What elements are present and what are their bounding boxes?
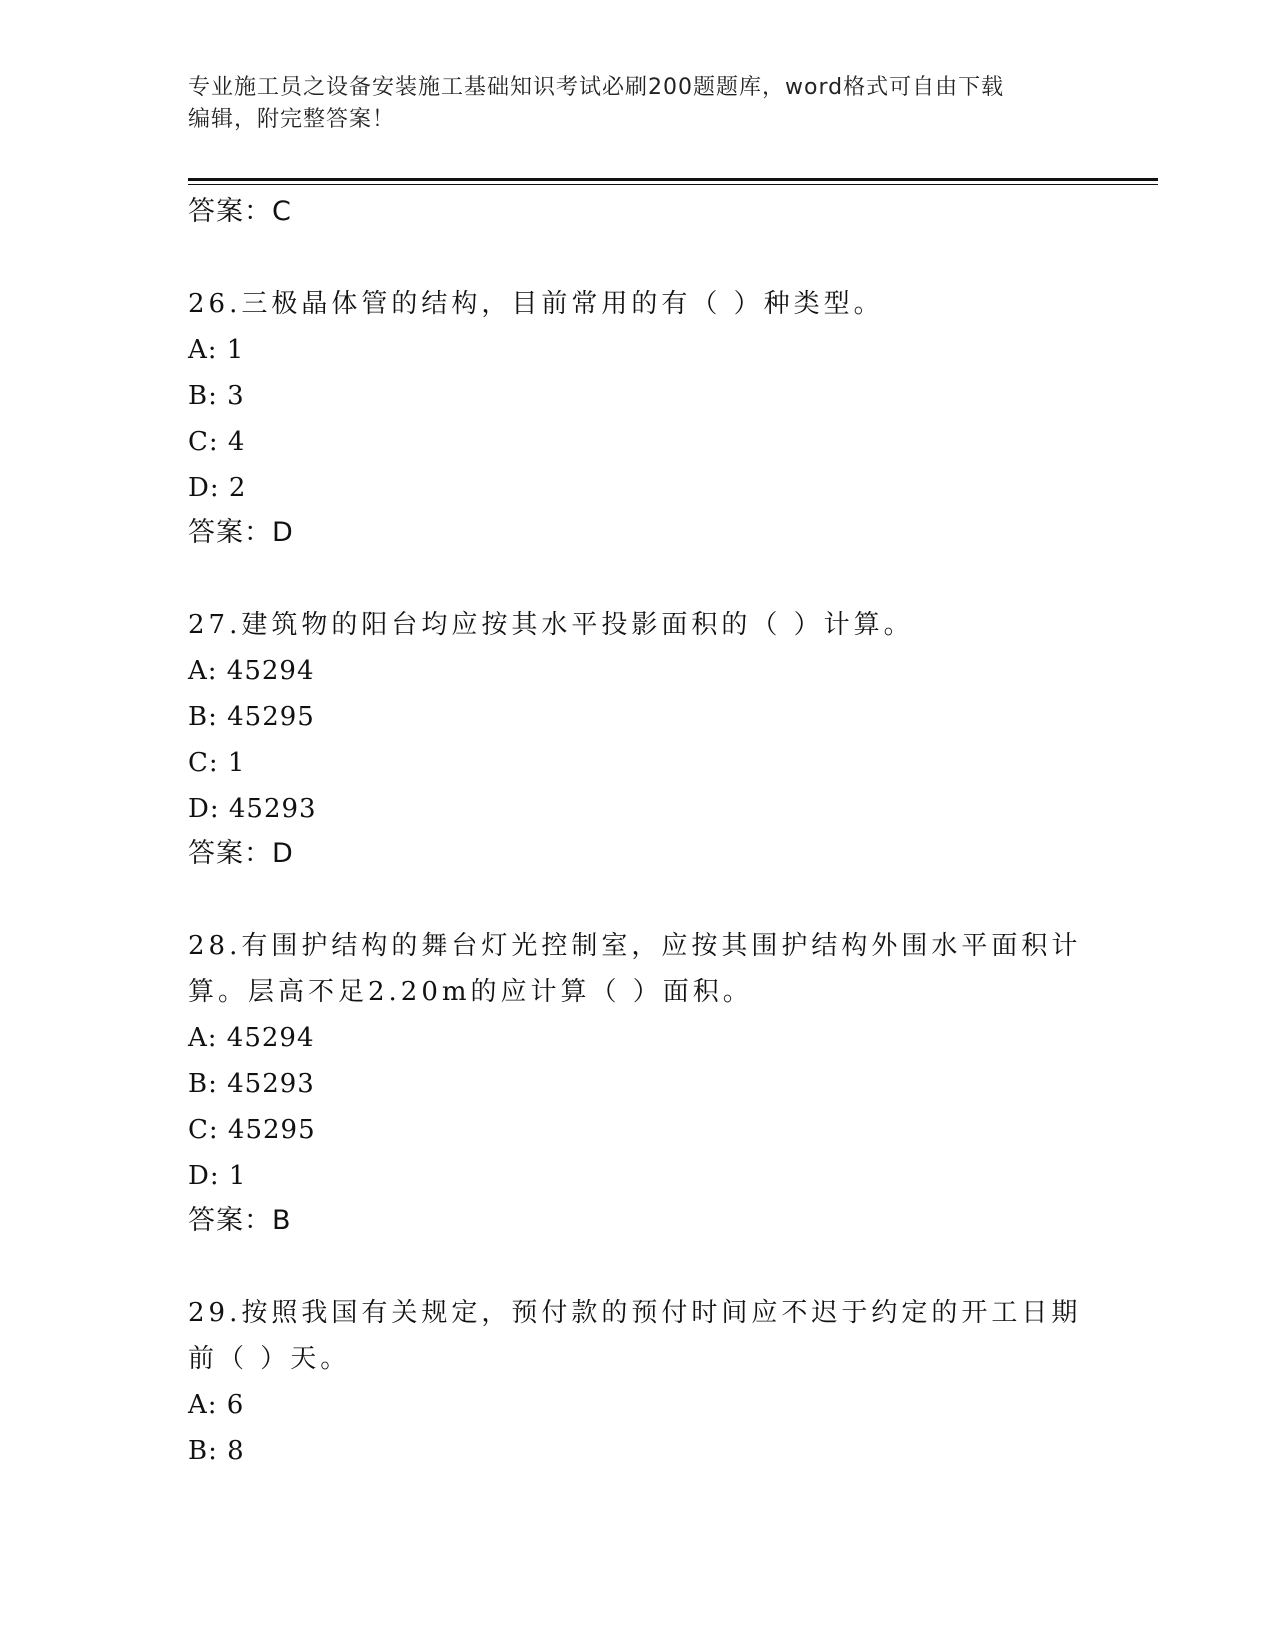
option-c: C: 45295 <box>188 1115 316 1145</box>
option-a: A: 6 <box>188 1390 245 1420</box>
option-b: B: 8 <box>188 1436 245 1466</box>
option-b: B: 45295 <box>188 702 315 732</box>
answer-line: 答案：B <box>188 1205 292 1236</box>
option-d: D: 1 <box>188 1161 247 1191</box>
page-header <box>188 72 1068 136</box>
header-divider-thick <box>188 178 1158 181</box>
option-a: A: 45294 <box>188 1023 315 1053</box>
header-title-line-1: 专业施工员之设备安装施工基础知识考试必刷200题题库，word格式可自由下载 <box>188 75 1005 100</box>
option-c: C: 1 <box>188 748 246 778</box>
option-b: B: 3 <box>188 381 245 411</box>
spacer <box>188 555 1088 602</box>
question-text: 28.有围护结构的舞台灯光控制室，应按其围护结构外围水平面积计算。层高不足2.20m的应计算（ ）面积。 <box>188 931 1082 1007</box>
option-d: D: 45293 <box>188 794 317 824</box>
option-b: B: 45293 <box>188 1069 315 1099</box>
header-divider-thin <box>188 184 1158 185</box>
previous-answer: 答案：C <box>188 196 292 227</box>
spacer <box>188 876 1088 923</box>
question-text: 27.建筑物的阳台均应按其水平投影面积的（ ）计算。 <box>188 610 914 640</box>
option-c: C: 4 <box>188 427 246 457</box>
question-text: 29.按照我国有关规定，预付款的预付时间应不迟于约定的开工日期前（ ）天。 <box>188 1298 1082 1374</box>
question-text: 26.三极晶体管的结构，目前常用的有（ ）种类型。 <box>188 289 884 319</box>
option-a: A: 45294 <box>188 656 315 686</box>
option-d: D: 2 <box>188 473 247 503</box>
question-list <box>188 190 1088 1474</box>
spacer <box>188 1243 1088 1290</box>
spacer <box>188 234 1088 281</box>
answer-line: 答案：D <box>188 517 294 548</box>
option-a: A: 1 <box>188 335 245 365</box>
answer-line: 答案：D <box>188 838 294 869</box>
header-title-line-2: 编辑，附完整答案！ <box>188 107 396 132</box>
